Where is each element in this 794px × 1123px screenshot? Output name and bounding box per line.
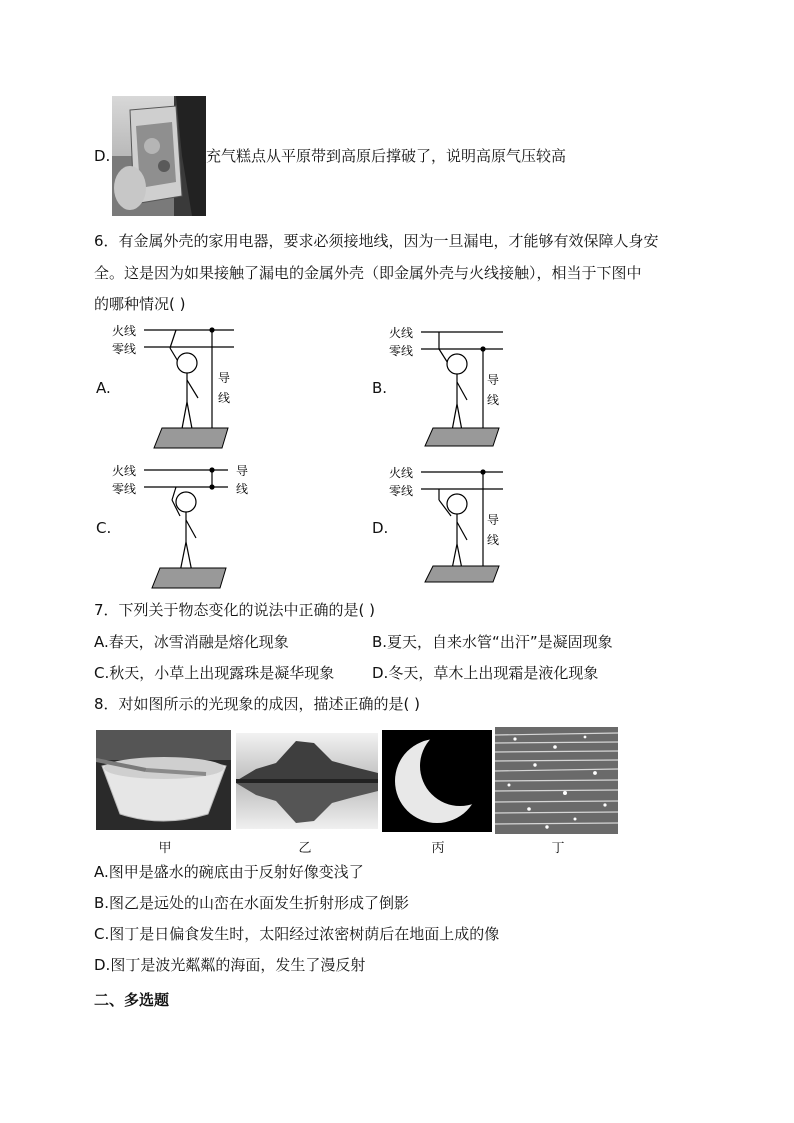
- q8-option-c: C.图丁是日偏食发生时，太阳经过浓密树荫后在地面上成的像: [94, 925, 500, 943]
- q8-option-b: B.图乙是远处的山峦在水面发生折射形成了倒影: [94, 894, 410, 912]
- q8-option-d: D.图丁是波光粼粼的海面，发生了漫反射: [94, 956, 366, 974]
- q6-option-c-label: C.: [96, 519, 112, 537]
- circuit-diagram-a: [110, 320, 250, 450]
- q6-stem-line-3: 的哪种情况( ): [94, 295, 186, 313]
- caption-jia: 甲: [158, 841, 172, 856]
- live-wire-label: 火线: [389, 466, 414, 480]
- neutral-wire-label: 零线: [112, 482, 137, 496]
- q6-stem-line-1: 6．有金属外壳的家用电器，要求必须接地线，因为一旦漏电，才能够有效保障人身安: [94, 232, 659, 250]
- circuit-diagram-c: [110, 460, 260, 590]
- live-wire-label: 火线: [112, 464, 137, 478]
- snack-bag-photo: [112, 96, 206, 216]
- wire-label-2: 线: [218, 391, 231, 405]
- q5-option-d-text: 充气糕点从平原带到高原后撑破了，说明高原气压较高: [206, 147, 567, 165]
- q6-option-b-label: B.: [372, 379, 388, 397]
- wire-label-2: 线: [487, 533, 500, 547]
- q5-option-d-label: D.: [94, 147, 111, 165]
- wire-label-1: 导: [218, 371, 231, 385]
- q7-option-c: C.秋天，小草上出现露珠是凝华现象: [94, 664, 335, 682]
- q7-option-a: A.春天，冰雪消融是熔化现象: [94, 633, 289, 651]
- q7-option-d: D.冬天，草木上出现霜是液化现象: [372, 664, 599, 682]
- bowl-photo: [96, 730, 231, 830]
- circuit-diagram-d: [387, 462, 527, 592]
- q7-option-b: B.夏天，自来水管“出汗”是凝固现象: [372, 633, 613, 651]
- section-title: 二、多选题: [94, 991, 170, 1009]
- circuit-diagram-b: [387, 322, 527, 452]
- wire-label-1: 导: [487, 373, 500, 387]
- neutral-wire-label: 零线: [389, 484, 414, 498]
- wire-label-2: 线: [236, 482, 249, 496]
- live-wire-label: 火线: [112, 324, 137, 338]
- caption-yi: 乙: [298, 841, 312, 856]
- q6-option-d-label: D.: [372, 519, 389, 537]
- wire-label-2: 线: [487, 393, 500, 407]
- mountain-reflection-photo: [236, 733, 378, 829]
- neutral-wire-label: 零线: [112, 342, 137, 356]
- sparkling-sea-photo: [495, 727, 618, 834]
- caption-bing: 丙: [431, 841, 445, 856]
- wire-label-1: 导: [487, 513, 500, 527]
- caption-ding: 丁: [551, 841, 565, 856]
- q8-option-a: A.图甲是盛水的碗底由于反射好像变浅了: [94, 863, 364, 881]
- q6-option-a-label: A.: [96, 379, 111, 397]
- q8-stem: 8．对如图所示的光现象的成因，描述正确的是( ): [94, 695, 421, 713]
- wire-label-1: 导: [236, 464, 249, 478]
- q7-stem: 7．下列关于物态变化的说法中正确的是( ): [94, 601, 376, 619]
- q6-stem-line-2: 全。这是因为如果接触了漏电的金属外壳（即金属外壳与火线接触），相当于下图中: [94, 264, 642, 282]
- live-wire-label: 火线: [389, 326, 414, 340]
- neutral-wire-label: 零线: [389, 344, 414, 358]
- eclipse-photo: [382, 730, 492, 832]
